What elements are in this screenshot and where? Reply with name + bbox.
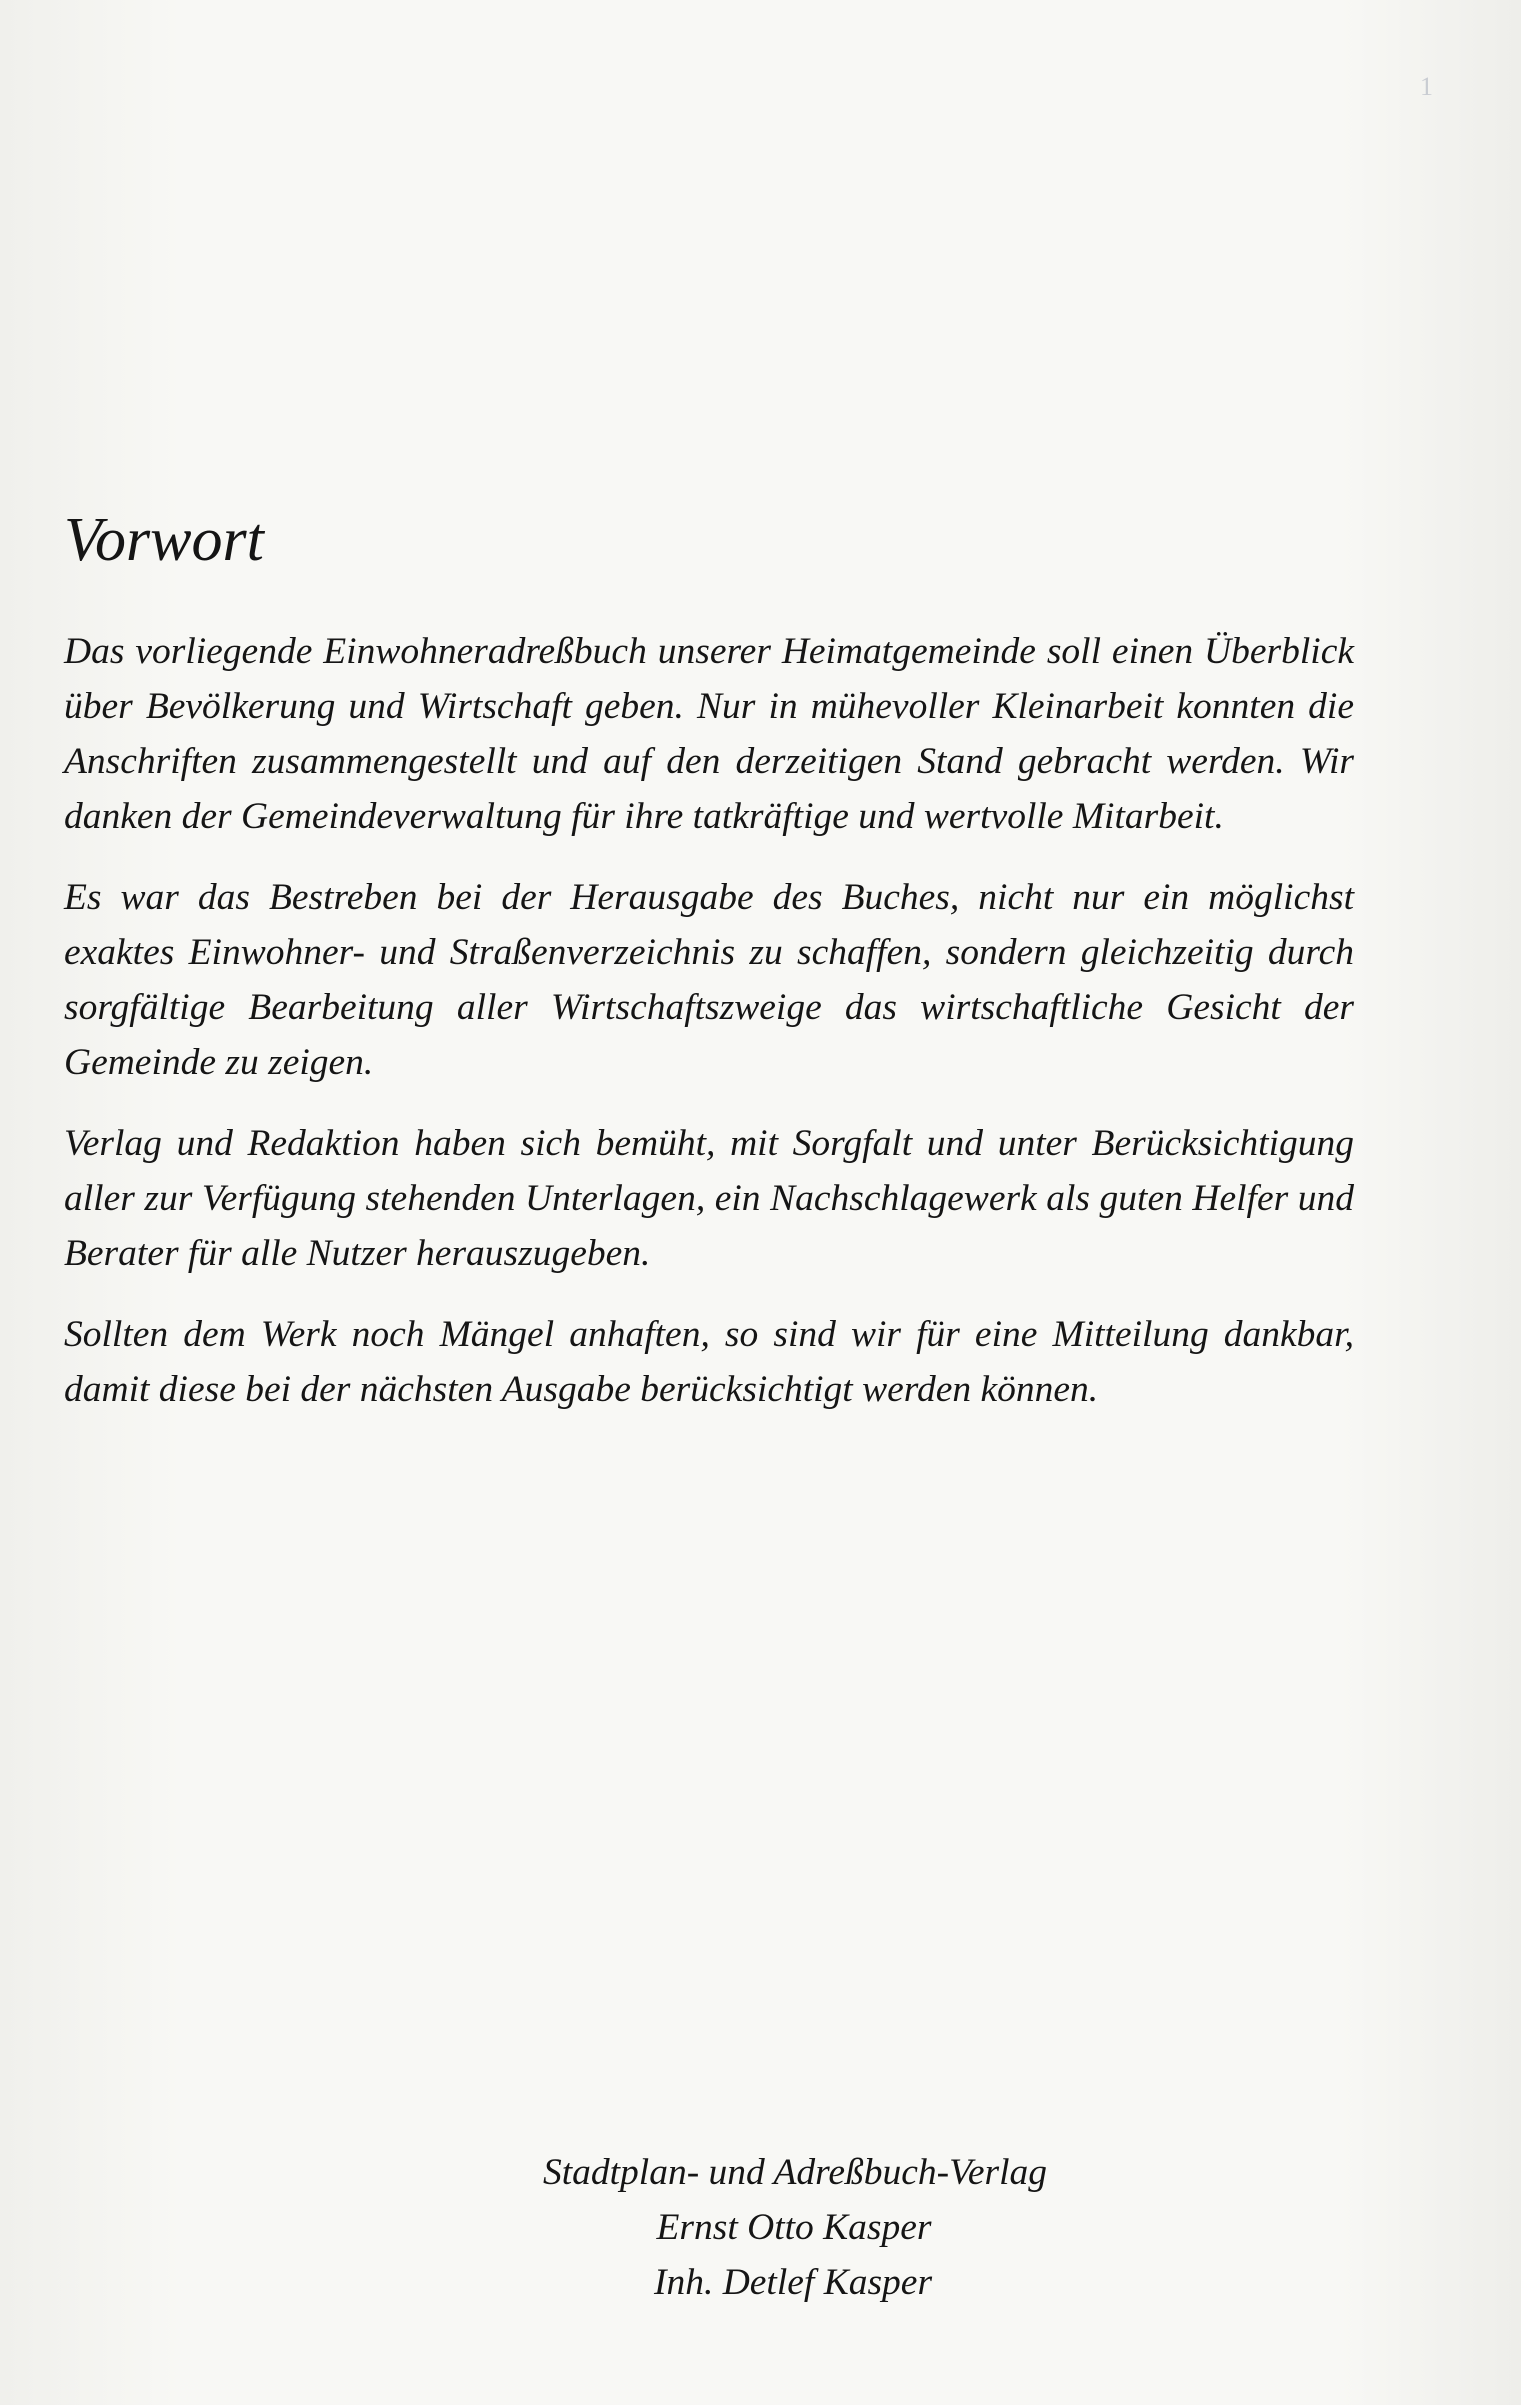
owner-name: Inh. Detlef Kasper (653, 2262, 933, 2303)
paragraph-goal: Es war das Bestreben bei der Herausgabe des Buches, nicht nur ein möglichst exaktes Einwohner- und Straßenverzeichnis zu schaffen, sondern gleichzeitig durch sorgfältige Bearbeitung aller Wirtschaftszweige das wirtschaftliche Gesicht der Gemeinde zu zeigen. (64, 877, 1354, 1084)
paragraph-feedback: Sollten dem Werk noch Mängel anhaften, so sind wir für eine Mitteilung dankbar, damit diese bei der nächsten Ausgabe berücksichtigt werden können. (64, 1314, 1354, 1411)
paragraph-editorial: Verlag und Redaktion haben sich bemüht, mit Sorgfalt und unter Berücksichtigung aller zur Verfügung stehenden Unterlagen, ein Nachschlagewerk als guten Helfer und Berater für alle Nutzer herauszugeben. (64, 1123, 1354, 1275)
publisher-name: Stadtplan- und Adreßbuch-Verlag (542, 2152, 1048, 2193)
founder-name: Ernst Otto Kasper (656, 2207, 932, 2248)
publisher-signature (64, 2145, 1354, 2310)
foreword-title: Vorwort (64, 506, 264, 574)
paragraph-intro: Das vorliegende Einwohneradreßbuch unserer Heimatgemeinde soll einen Überblick über Bevölkerung und Wirtschaft geben. Nur in mühevoller Kleinarbeit konnten die Anschriften zusammengestellt und auf den derzeitigen Stand gebracht werden. Wir danken der Gemeindeverwaltung für ihre tatkräftige und wertvolle Mitarbeit. (64, 631, 1354, 838)
page-number: 1 (1420, 72, 1433, 101)
foreword-section (64, 505, 1354, 2303)
